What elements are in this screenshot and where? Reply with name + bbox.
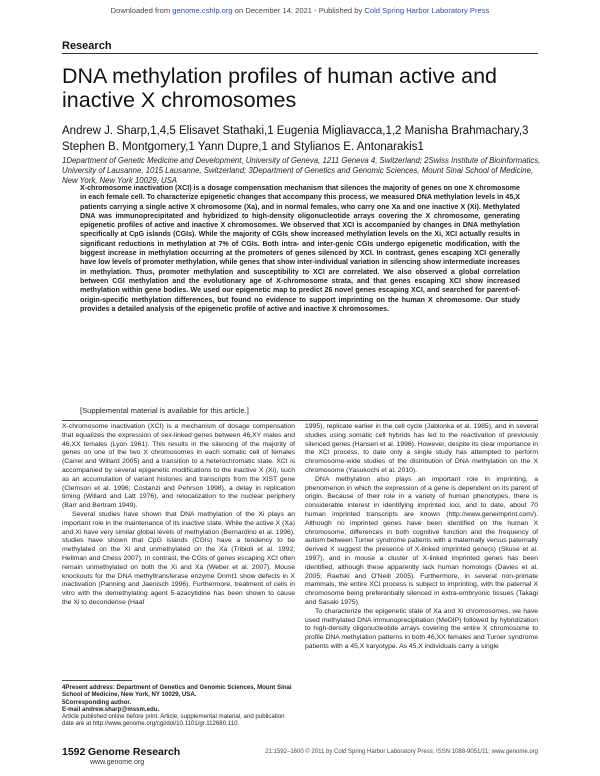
paragraph: 1995), replicate earlier in the cell cycle (Jablonka et al. 1985), and in several studies using somatic cell hybrids has led to the reactivation of previously silenced genes (Hansen et al. 1996). However, despite its clear importance in the XCI process, to date only a single study has attempted to perform chromosome-wide studies of the distribution of DNA methylation on the X chromosome (Yasukochi et al. 2010).	[305, 423, 538, 474]
download-middle: on December 14, 2021 - Published by	[234, 6, 363, 15]
section-divider	[62, 53, 538, 54]
site-link[interactable]: genome.cshlp.org	[172, 6, 233, 15]
authors-line-1: Andrew J. Sharp,1,4,5 Elisavet Stathaki,1 Eugenia Migliavacca,1,2 Manisha Brahmachary,3	[62, 125, 529, 137]
body-column-right	[305, 423, 538, 652]
paragraph: DNA methylation also plays an important role in imprinting, a phenomenon in which the expression of a gene is dependent on its parent of origin. Because of their role in a variety of human phenotypes, there is considerable interest in identifying imprinted loci, and to date, about 70 human imprinted transcripts are known (http://www.geneimprint.com/). Although no imprinted genes have been identified on the human X chromosome, differences in both cognitive function and the frequency of autism between Turner syndrome patients with a maternally versus paternally derived X suggest the presence of X-linked imprinted gene(s) (Skuse et al. 1997), and in mouse a cluster of X-linked imprinted genes has been identified, although these apparently lack human homologs (Davies et al. 2005; Raefski and O'Neill 2005). Furthermore, in several non-primate mammals, the entire XCI process is subject to imprinting, with the paternal X chromosome being preferentially silenced in extra-embryonic tissues (Takagi and Sasaki 1975).	[305, 475, 538, 606]
footnote-article-info: Article published online before print. Article, supplemental material, and publication date are at http://www.genome.org/cgi/doi/10.1101/gr.112680.110.	[62, 713, 285, 728]
footnotes	[62, 684, 295, 728]
affiliations: 1Department of Genetic Medicine and Development, University of Geneva, 1211 Geneva 4, Switzerland; 2Swiss Institute of Bioinformatics, University of Lausanne, 1015 Lausanne, Switzerland; 3Department of Genetics and Genomic Sciences, Mount Sinai School of Medicine, New York, New York 10029, USA	[62, 156, 541, 185]
footnote-present-address: 4Present address: Department of Genetics and Genomic Sciences, Mount Sinai School of Medicine, New York, NY 10029, USA.	[62, 684, 292, 699]
download-prefix: Downloaded from	[110, 6, 171, 15]
section-label: Research	[62, 40, 112, 52]
footnote-email[interactable]: E-mail andrew.sharp@mssm.edu.	[62, 705, 160, 713]
supplementary-note: [Supplemental material is available for this article.]	[80, 406, 249, 415]
body-column-left	[62, 423, 295, 608]
publisher-link[interactable]: Cold Spring Harbor Laboratory Press	[364, 6, 490, 15]
authors-line-2: Stephen B. Montgomery,1 Yann Dupre,1 and Stylianos E. Antonarakis1	[62, 141, 424, 153]
abstract-divider	[62, 420, 538, 421]
paragraph: To characterize the epigenetic state of Xa and Xi chromosomes, we have used methylated DNA immunoprecipitation (MeDIP) followed by hybridization to high-density oligonucleotide arrays covering the entire X chromosome to profile DNA methylation patterns in both 46,XX females and Turner syndrome patients with a 45,X karyotype. As 45,X individuals carry a single	[305, 607, 538, 650]
download-note	[0, 6, 600, 15]
copyright-line: 21:1592–1600 © 2011 by Cold Spring Harbor Laboratory Press; ISSN 1088-9051/11; www.genome.org	[265, 749, 538, 755]
paragraph: X-chromosome inactivation (XCI) is a mechanism of dosage compensation that equalizes the expression of sex-linked genes between 46,XY males and 46,XX females (Lyon 1961). This results in the silencing of the majority of genes on one of the two X chromosomes in each somatic cell of females (Carrel and Willard 2005) and a transition to a heterochromatic state. XCI is accompanied by several epigenetic modifications to the inactive X (Xi), such as an accumulation of variant histones and transcripts from the XIST gene (Clemson et al. 1996; Costanzi and Pehrson 1998), a delay in replication timing (Willard and Latt 1976), and relocalization to the nuclear periphery (Barr and Bertram 1949).	[62, 423, 295, 510]
footnote-corresponding: 5Corresponding author.	[62, 698, 132, 706]
page-number: 1592	[62, 746, 86, 758]
footnote-divider	[62, 680, 132, 681]
paragraph: Several studies have shown that DNA methylation of the Xi plays an important role in the maintenance of its inactive state. While the active X (Xa) and Xi have very similar global levels of methylation (Bernardino et al. 1996), studies have shown that CpG islands (CGIs) have a tendency to be methylated on the Xi and unmethylated on the Xa (Tribioli et al. 1992; Hellman and Chess 2007). In contrast, the CGIs of genes escaping XCI often remain unmethylated on both the Xi and Xa (Weber et al. 2007). Mouse knockouts for the DNA methyltransferase enzyme Dnmt1 show defects in X inactivation (Panning and Jaenisch 1996). Furthermore, treatment of cells in vitro with the demethylating agent 5-azacytidine has been shown to cause the Xi to decondense (Haaf	[62, 510, 295, 606]
journal-url[interactable]: www.genome.org	[90, 759, 145, 766]
abstract: X-chromosome inactivation (XCI) is a dosage compensation mechanism that silences the majority of genes on one X chromosome in each female cell. To characterize epigenetic changes that accompany this process, we measured DNA methylation levels in 45,X patients carrying a single active X chromosome (Xa), and in normal females, who carry one Xa and one inactive X (Xi). Methylated DNA was immunoprecipitated and hybridized to high-density oligonucleotide arrays covering the X chromosome, generating epigenetic profiles of active and inactive X chromosomes. We observed that XCI is accompanied by changes in DNA methylation specifically at CpG islands (CGIs). While the majority of CGIs show increased methylation levels on the Xi, XCI actually results in significant reductions in methylation at 7% of CGIs. Both intra- and inter-genic CGIs undergo epigenetic modification, with the biggest increase in methylation occurring at the promoters of genes silenced by XCI. In contrast, genes escaping XCI generally have low levels of promoter methylation, while genes that show inter-individual variation in silencing show intermediate increases in methylation. Thus, promoter methylation and susceptibility to XCI are correlated. We also observed a global correlation between CGI methylation and the evolutionary age of X-chromosome strata, and that genes escaping XCI show increased methylation within gene bodies. We used our epigenetic map to predict 26 novel genes escaping XCI, and searched for parent-of-origin-specific methylation differences, but found no evidence to support imprinting on the human X chromosome. Our study provides a detailed analysis of the epigenetic profile of active and inactive X chromosomes.	[80, 184, 520, 313]
journal-name: Genome Research	[88, 746, 181, 758]
author-list	[62, 123, 542, 155]
article-title: DNA methylation profiles of human active and inactive X chromosomes	[62, 64, 498, 112]
